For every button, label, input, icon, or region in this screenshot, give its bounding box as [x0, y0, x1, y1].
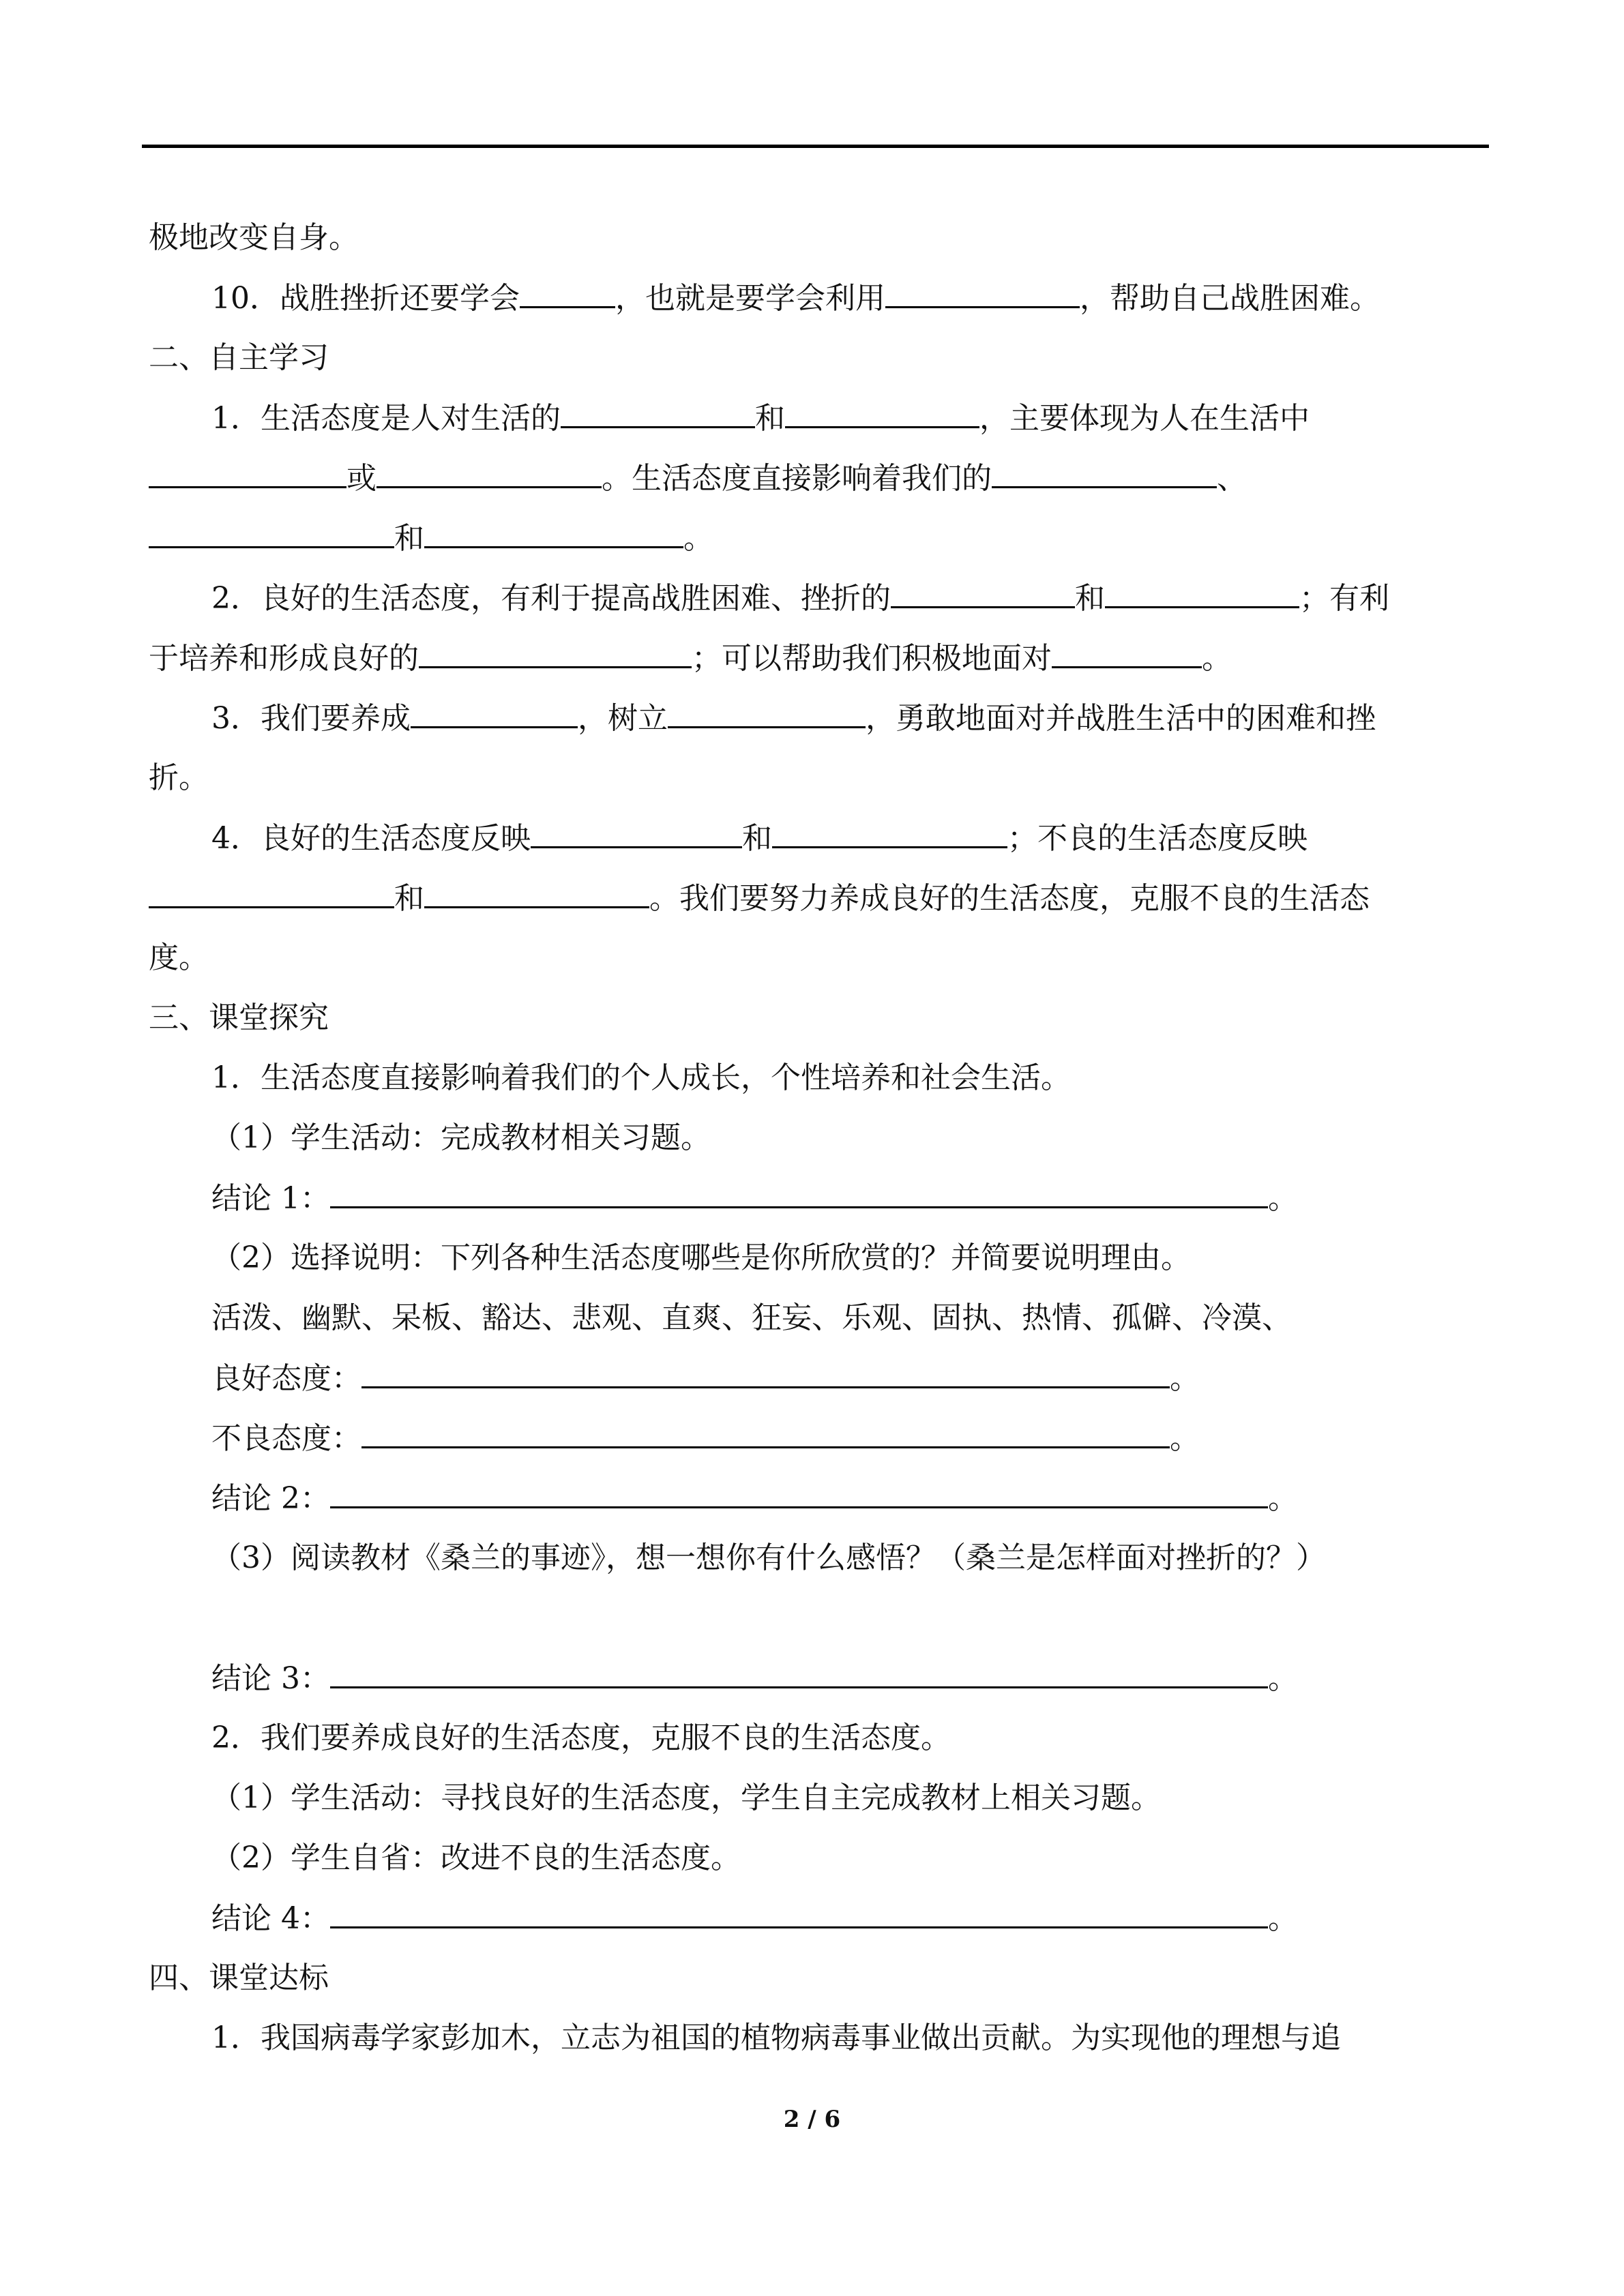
fill-blank[interactable]: [424, 508, 683, 548]
text-line: （2）学生自省：改进不良的生活态度。: [211, 1840, 741, 1875]
fill-blank[interactable]: [377, 448, 602, 488]
q2-2-line2: 于培养和形成良好的 ；可以帮助我们积极地面对 。: [149, 628, 1232, 688]
conclusion-4: 结论 4： 。: [211, 1888, 1298, 1948]
answer-line[interactable]: [330, 1468, 1268, 1508]
text-line: 极地改变自身。: [149, 220, 359, 255]
q2-1-line3: 和 。: [149, 508, 713, 568]
conclusion-2: 结论 2： 。: [211, 1468, 1298, 1528]
section-heading: 二、自主学习: [149, 340, 329, 375]
text-line: 1．我国病毒学家彭加木，立志为祖国的植物病毒事业做出贡献。为实现他的理想与追: [211, 2021, 1341, 2055]
fill-blank[interactable]: [668, 688, 866, 728]
fill-blank[interactable]: [561, 388, 755, 428]
fill-blank[interactable]: [531, 808, 742, 848]
text-line: （1）学生活动：寻找良好的生活态度，学生自主完成教材上相关习题。: [211, 1780, 1161, 1815]
section-heading: 四、课堂达标: [149, 1960, 329, 1995]
page-number: 2 / 6: [783, 2106, 841, 2133]
fill-blank[interactable]: [149, 868, 394, 908]
answer-line[interactable]: [330, 1168, 1268, 1208]
conclusion-1: 结论 1： 。: [211, 1168, 1298, 1228]
text-line: 活泼、幽默、呆板、豁达、悲观、直爽、狂妄、乐观、固执、热情、孤僻、冷漠、: [211, 1300, 1292, 1335]
text-line: 2．我们要养成良好的生活态度，克服不良的生活态度。: [211, 1720, 951, 1755]
fill-blank[interactable]: [149, 448, 346, 488]
answer-line[interactable]: [330, 1888, 1268, 1928]
text-line: （3）阅读教材《桑兰的事迹》，想一想你有什么感悟？（桑兰是怎样面对挫折的？）: [211, 1540, 1326, 1575]
fill-blank[interactable]: [411, 688, 578, 728]
text-line: 1．生活态度直接影响着我们的个人成长，个性培养和社会生活。: [211, 1060, 1071, 1095]
answer-line[interactable]: [330, 1648, 1268, 1688]
fill-blank[interactable]: [1052, 628, 1202, 668]
text-line: 度。: [149, 940, 209, 975]
fill-blank[interactable]: [772, 808, 1007, 848]
header-rule: [142, 145, 1489, 148]
text-line: （1）学生活动：完成教材相关习题。: [211, 1120, 711, 1155]
good-attitude: 良好态度： 。: [211, 1348, 1200, 1408]
section-heading: 三、课堂探究: [149, 1000, 329, 1035]
fill-blank[interactable]: [424, 868, 649, 908]
fill-blank[interactable]: [149, 508, 394, 548]
q2-3-line1: 3．我们要养成 ，树立 ，勇敢地面对并战胜生活中的困难和挫: [211, 688, 1376, 748]
q2-2-line1: 2．良好的生活态度，有利于提高战胜困难、挫折的 和 ；有利: [211, 568, 1389, 628]
fill-blank[interactable]: [891, 568, 1075, 608]
q1-10: 10．战胜挫折还要学会 ，也就是要学会利用 ，帮助自己战胜困难。: [211, 268, 1380, 328]
conclusion-3: 结论 3： 。: [211, 1648, 1298, 1708]
fill-blank[interactable]: [992, 448, 1217, 488]
fill-blank[interactable]: [885, 268, 1080, 308]
fill-blank[interactable]: [1105, 568, 1299, 608]
bad-attitude: 不良态度： 。: [211, 1408, 1200, 1468]
fill-blank[interactable]: [520, 268, 615, 308]
text-line: 折。: [149, 760, 209, 795]
text-line: （2）选择说明：下列各种生活态度哪些是你所欣赏的？并简要说明理由。: [211, 1240, 1191, 1275]
q2-1-line2: 或 。生活态度直接影响着我们的 、: [149, 448, 1247, 508]
q2-1-line1: 1．生活态度是人对生活的 和 ，主要体现为人在生活中: [211, 388, 1310, 448]
answer-line[interactable]: [361, 1348, 1170, 1388]
fill-blank[interactable]: [785, 388, 979, 428]
q2-4-line2: 和 。我们要努力养成良好的生活态度，克服不良的生活态: [149, 868, 1370, 928]
answer-line[interactable]: [361, 1408, 1170, 1448]
fill-blank[interactable]: [419, 628, 692, 668]
q2-4-line1: 4．良好的生活态度反映 和 ；不良的生活态度反映: [211, 808, 1308, 868]
